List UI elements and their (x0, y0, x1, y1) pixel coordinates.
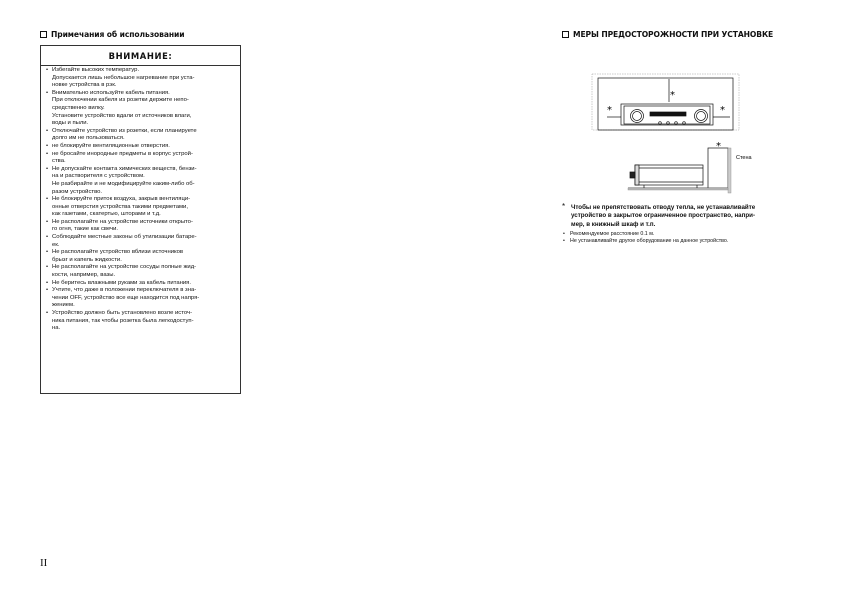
list-item-line: Избегайте высоких температур. (52, 67, 140, 73)
diagram-star-side: * (716, 141, 721, 152)
bullet: • (46, 89, 49, 96)
bullet: • (46, 127, 49, 134)
list-item (46, 280, 238, 288)
list-item (46, 166, 238, 196)
list-item (46, 128, 238, 143)
list-item-line: Соблюдайте местные законы об утилизации батаре- (52, 234, 197, 241)
list-item-line: брызг и капель жидкости. (52, 256, 122, 263)
installation-precautions-heading (562, 30, 773, 39)
note-bold-line: мер, в книжный шкаф и т.п. (571, 220, 656, 228)
bullet: • (46, 279, 49, 286)
list-item-line: жением. (52, 302, 75, 309)
list-item-line: не блокируйте вентиляционные отверстия. (52, 142, 170, 149)
side-view-illustration (628, 148, 731, 193)
bullet: • (46, 264, 49, 271)
list-item-line: онные отверстия устройства такими предметами, (52, 203, 188, 210)
list-item (46, 234, 238, 249)
bullet: • (46, 165, 49, 172)
list-item (46, 219, 238, 234)
bullet: • (46, 150, 49, 157)
note-bold-line: Чтобы не препятствовать отводу тепла, не устанавливайте (571, 204, 756, 211)
checkbox-square-icon (40, 31, 47, 38)
list-item (46, 287, 238, 310)
bullet: • (563, 231, 565, 238)
list-item (46, 310, 238, 333)
list-item-line: Учтите, что даже в положении переключателя в зна- (52, 287, 197, 294)
bullet: • (46, 234, 49, 241)
list-item-line: Не располагайте устройство вблизи источников (52, 249, 184, 256)
list-item-line: Допускается лишь небольшое нагревание при уста- (52, 74, 195, 81)
list-item-line: кости, например, вазы. (52, 272, 116, 279)
note-text: Не устанавливайте другое оборудование на данное устройство. (570, 238, 729, 245)
list-item-line: не бросайте инородные предметы в корпус устрой- (52, 150, 193, 157)
list-item-line: Не блокируйте приток воздуха, закрыв вентиляци- (52, 196, 191, 203)
bullet: • (46, 67, 49, 73)
list-item (46, 90, 238, 128)
list-item-line: средственно вилку. (52, 104, 105, 111)
list-item-line: ек. (52, 241, 60, 248)
wall-label: Стена (736, 155, 752, 161)
bullet: • (46, 142, 49, 149)
list-item-line: Не допускайте контакта химических веществ, бензи- (52, 165, 197, 172)
checkbox-square-icon (562, 31, 569, 38)
list-item (46, 143, 238, 151)
diagram-star-top: * (670, 90, 675, 101)
list-item-line: Не располагайте на устройстве источники открыто- (52, 218, 193, 225)
usage-notes-heading (40, 30, 184, 39)
list-item-line: Не разбирайте и не модифицируйте каким-либо об- (52, 180, 195, 187)
list-item (46, 196, 238, 219)
usage-notes-heading-text: Примечания об использовании (51, 30, 185, 39)
top-view-illustration (592, 74, 739, 130)
note-star-icon: * (562, 202, 566, 211)
warning-title: ВНИМАНИЕ: (41, 46, 240, 66)
bullet: • (46, 249, 49, 256)
note-text: Рекомендуемое расстояние 0.1 м. (570, 231, 655, 238)
installation-note-bold (562, 204, 794, 229)
list-item-line: Установите устройство вдали от источников влаги, (52, 112, 192, 119)
list-item-line: го огня, такие как свечи. (52, 226, 119, 233)
list-item (46, 151, 238, 166)
installation-diagram (590, 68, 780, 198)
bullet: • (46, 218, 49, 225)
list-item-line: Отключайте устройство из розетки, если планируете (52, 127, 197, 134)
bullet: • (46, 310, 49, 316)
list-item-line: Не располагайте на устройстве сосуды полные жид- (52, 264, 197, 271)
warning-list (46, 67, 238, 333)
note-bold-line: устройство в закрытое ограниченное пространство, напри- (571, 212, 756, 220)
list-item-line: долго им не пользоваться. (52, 135, 125, 142)
list-item-line: Не беритесь влажными руками за кабель питания. (52, 279, 191, 286)
list-item-line: ника питания, так чтобы розетка была легкодоступ- (52, 317, 194, 324)
installation-precautions-heading-text: МЕРЫ ПРЕДОСТОРОЖНОСТИ ПРИ УСТАНОВКЕ (573, 30, 774, 39)
bullet: • (46, 287, 49, 294)
list-item-line: новке устройства в рэк. (52, 82, 117, 89)
warning-box (40, 45, 241, 394)
bullet: • (563, 238, 565, 245)
list-item (46, 67, 238, 90)
diagram-star-right: * (720, 105, 725, 116)
list-item-line: Устройство должно быть установлено возле источ- (52, 310, 193, 316)
list-item-line: воды и пыли. (52, 120, 89, 127)
list-item-line: При отключении кабеля из розетки держите непо- (52, 97, 189, 104)
list-item-line: как газетами, скатертью, шторами и т.д. (52, 211, 161, 218)
bullet: • (46, 196, 49, 203)
list-item-line: ства. (52, 158, 66, 165)
list-item (46, 249, 238, 264)
list-item (562, 238, 794, 245)
diagram-star-left: * (607, 105, 612, 116)
installation-note (562, 204, 794, 246)
list-item-line: на и растворителя с устройством. (52, 173, 145, 180)
installation-note-list (562, 231, 794, 245)
list-item-line: чении OFF, устройство все еще находится под напря- (52, 294, 200, 301)
list-item-line: разом устройство. (52, 188, 103, 195)
list-item-line: Внимательно используйте кабель питания. (52, 89, 170, 96)
list-item (46, 264, 238, 279)
page-number: II (40, 557, 48, 569)
list-item-line: на. (52, 325, 61, 332)
